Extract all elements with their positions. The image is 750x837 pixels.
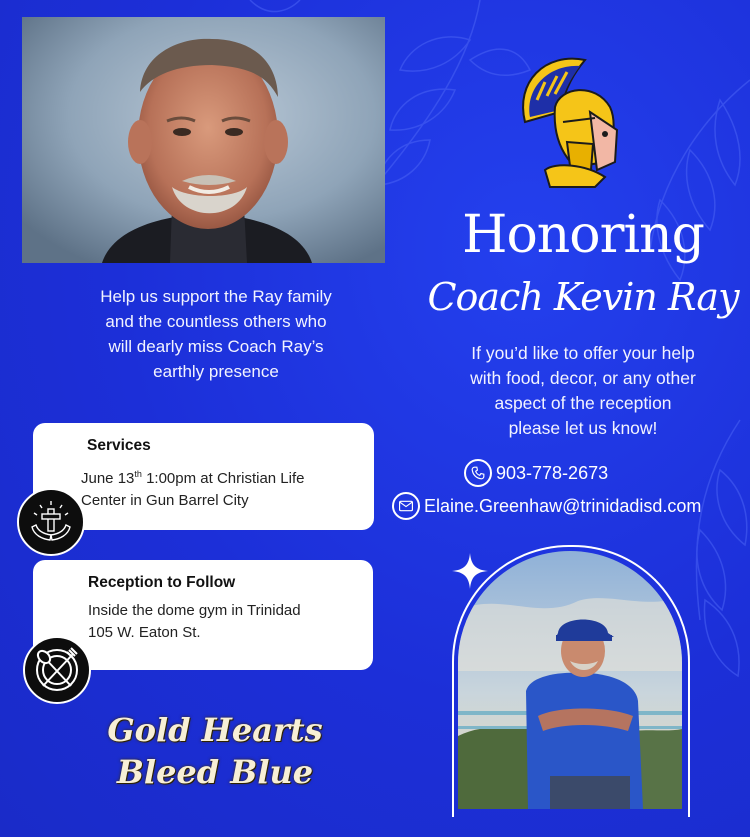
help-request-message [418,341,748,441]
plate-utensils-icon [23,636,91,704]
services-date: June 13 [81,470,135,487]
help-line: aspect of the reception [494,393,672,413]
services-date-suffix: th [134,469,142,479]
help-line: with food, decor, or any other [470,368,696,388]
slogan-line: Gold Hearts [107,711,323,749]
services-heading: Services [87,437,151,454]
reception-address: 105 W. Eaton St. [88,624,201,641]
phone-icon [464,459,492,487]
title-honoring: Honoring [462,205,704,265]
reception-heading: Reception to Follow [88,574,236,591]
phone-contact[interactable] [464,459,608,487]
slogan [50,709,380,793]
reception-location: Inside the dome gym in Trinidad [88,602,301,619]
phone-number[interactable]: 903-778-2673 [496,462,609,483]
email-contact[interactable] [392,492,701,520]
services-location: Center in Gun Barrel City [81,492,249,509]
envelope-icon [392,492,420,520]
sparkle-icon [452,553,488,589]
support-line: will dearly miss Coach Ray’s [108,337,324,356]
help-line: please let us know! [508,418,658,438]
slogan-line: Bleed Blue [116,753,314,791]
support-line: earthly presence [153,362,279,381]
services-time-place: 1:00pm at Christian Life [141,470,305,487]
help-line: If you’d like to offer your help [471,343,695,363]
coach-field-photo [458,551,682,809]
support-line: Help us support the Ray family [100,287,332,306]
cross-hands-icon [17,488,85,556]
title-coach-name: Coach Kevin Ray [427,275,739,319]
reception-details [88,600,368,644]
support-message [62,284,370,384]
support-line: and the countless others who [105,312,327,331]
email-address[interactable]: Elaine.Greenhaw@trinidadisd.com [424,495,702,516]
trojan-mascot-logo [505,52,635,192]
coach-portrait-photo [22,17,385,263]
services-details [81,463,371,512]
